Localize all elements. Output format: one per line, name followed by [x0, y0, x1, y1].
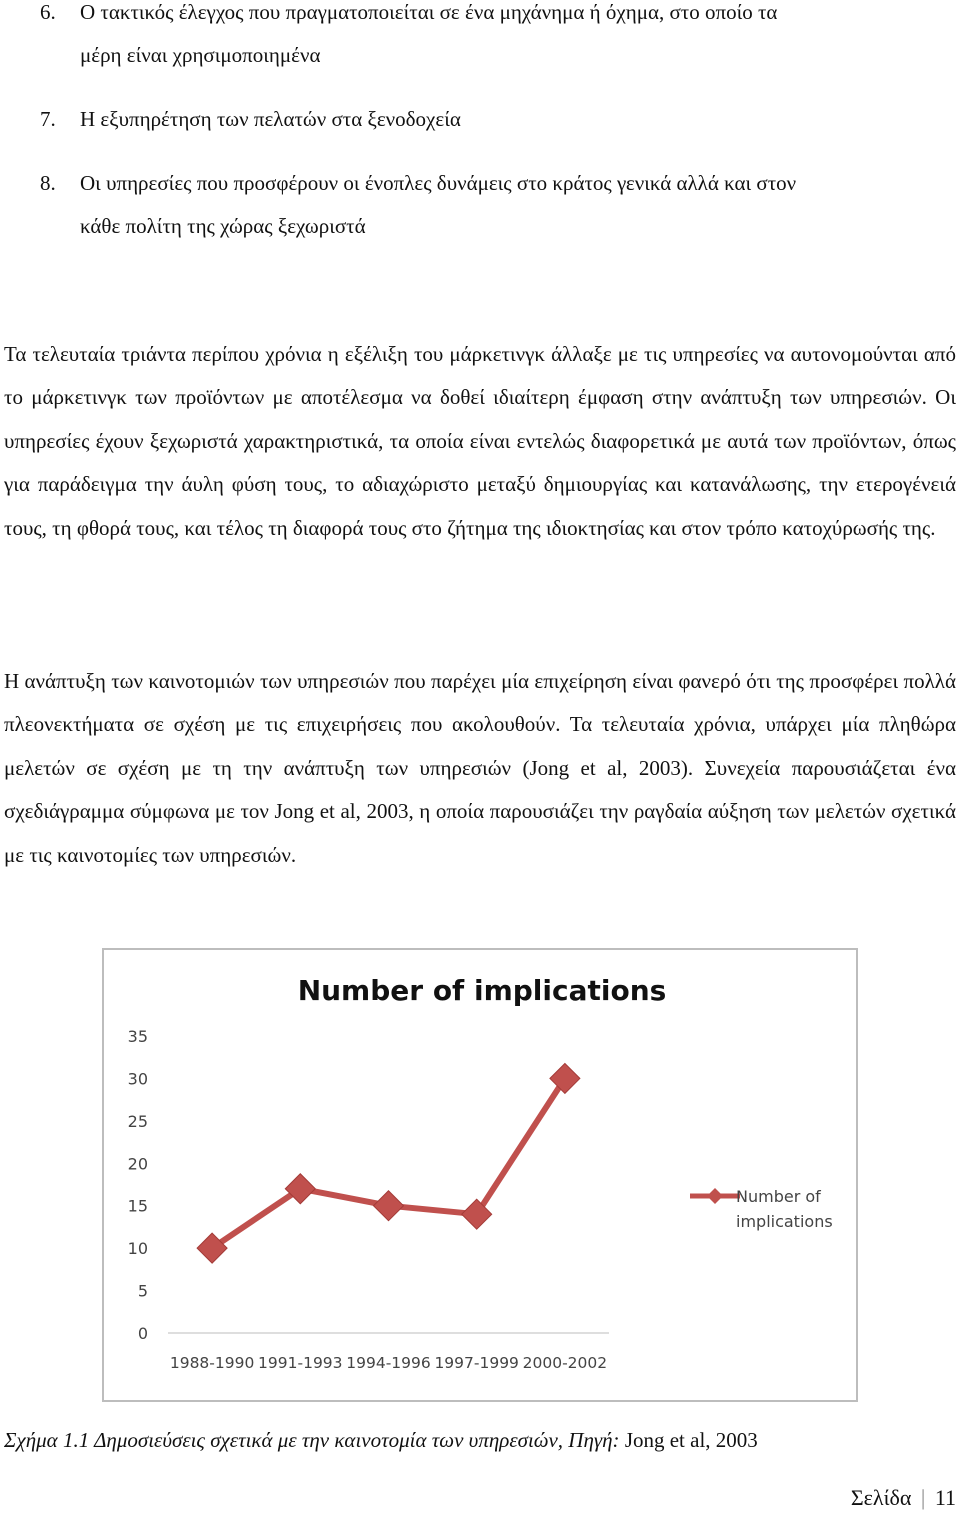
list-item-8	[40, 162, 958, 248]
page-number: 11	[934, 1485, 956, 1510]
series-line	[212, 1078, 565, 1248]
caption-source: Jong et al, 2003	[619, 1428, 758, 1452]
footer-separator: |	[920, 1485, 926, 1510]
chart-title: Number of implications	[297, 974, 667, 1007]
y-tick-label: 25	[127, 1111, 148, 1131]
page-label: Σελίδα	[850, 1485, 912, 1510]
data-point-marker	[374, 1191, 404, 1221]
legend-label-line-1: Number of	[736, 1187, 821, 1206]
x-category-label: 1994-1996	[346, 1354, 431, 1372]
list-text: κάθε πολίτη της χώρας ξεχωριστά	[80, 214, 366, 238]
x-category-label: 1997-1999	[434, 1354, 519, 1372]
chart-frame	[102, 948, 858, 1402]
caption-source-label: Πηγή:	[563, 1428, 620, 1452]
list-text: μέρη είναι χρησιμοποιημένα	[80, 43, 321, 67]
page-footer	[851, 1478, 956, 1518]
body-paragraph-2: Η ανάπτυξη των καινοτομιών των υπηρεσιών που παρέχει μία επιχείρηση είναι φανερό ότι της προσφέρει πολλά πλεονεκτήματα σε σχέση με τις επιχειρήσεις που ακολουθούν. Τα τελευταία χρόνια, υπάρχει μία πληθώρα μελετών σε σχέση με τη την ανάπτυξη των υπηρεσιών (Jong et al, 2003). Συνεχεία παρουσιάζεται ένα σχεδιάγραμμα σύμφωνα με τον Jong et al, 2003, η οποία παρουσιάζει την ραγδαία αύξηση των μελετών σχετικά με τις καινοτομίες των υπηρεσιών.	[4, 669, 956, 867]
x-category-label: 1991-1993	[258, 1354, 343, 1372]
list-number: 8.	[40, 171, 56, 195]
x-category-label: 1988-1990	[169, 1354, 255, 1372]
list-text: Η εξυπηρέτηση των πελατών στα ξενοδοχεία	[80, 107, 461, 131]
line-chart	[104, 950, 860, 1404]
y-tick-label: 5	[137, 1281, 148, 1301]
x-axis	[170, 1354, 607, 1372]
y-tick-label: 30	[127, 1069, 148, 1089]
series-markers	[197, 1063, 580, 1263]
figure-caption	[4, 1420, 758, 1460]
data-point-marker	[550, 1063, 580, 1093]
y-tick-label: 20	[127, 1154, 148, 1174]
list-item-6	[40, 0, 958, 77]
y-tick-label: 15	[127, 1196, 148, 1216]
body-paragraph-1: Τα τελευταία τριάντα περίπου χρόνια η εξέλιξη του μάρκετινγκ άλλαξε με τις υπηρεσίες να αυτονομούνται από το μάρκετινγκ των προϊόντων με αποτέλεσμα να δοθεί ιδιαίτερη έμφαση στην ανάπτυξη των υπηρεσιών. Οι υπηρεσίες έχουν ξεχωριστά χαρακτηριστικά, τα οποία είναι εντελώς διαφορετικά με αυτά των προϊόντων, όπως για παράδειγμα την άυλη φύση τους, το αδιαχώριστο μεταξύ δημιουργίας και κατανάλωσης, την ετερογένειά τους, τη φθορά τους, και τέλος τη διαφορά τους στο ζήτημα της ιδιοκτησίας και στον τρόπο κατοχύρωσής της.	[4, 342, 956, 540]
caption-label: Σχήμα 1.1	[4, 1428, 90, 1452]
list-text: Ο τακτικός έλεγχος που πραγματοποιείται σε ένα μηχάνημα ή όχημα, στο οποίο τα	[80, 0, 778, 24]
legend-marker-icon	[707, 1188, 723, 1204]
data-point-marker	[462, 1199, 492, 1229]
list-text: Οι υπηρεσίες που προσφέρουν οι ένοπλες δυνάμεις στο κράτος γενικά αλλά και στον	[80, 171, 797, 195]
x-category-label: 2000-2002	[522, 1354, 608, 1372]
y-axis	[128, 1027, 148, 1343]
legend-label-line-2: implications	[736, 1212, 833, 1231]
list-number: 6.	[40, 0, 56, 24]
chart-legend	[690, 1187, 833, 1231]
y-tick-label: 35	[127, 1027, 148, 1046]
list-number: 7.	[40, 107, 56, 131]
y-tick-label: 0	[137, 1324, 148, 1343]
y-tick-label: 10	[127, 1239, 148, 1259]
list-item-7	[40, 98, 958, 141]
caption-text: Δημοσιεύσεις σχετικά με την καινοτομία των υπηρεσιών,	[89, 1428, 564, 1452]
